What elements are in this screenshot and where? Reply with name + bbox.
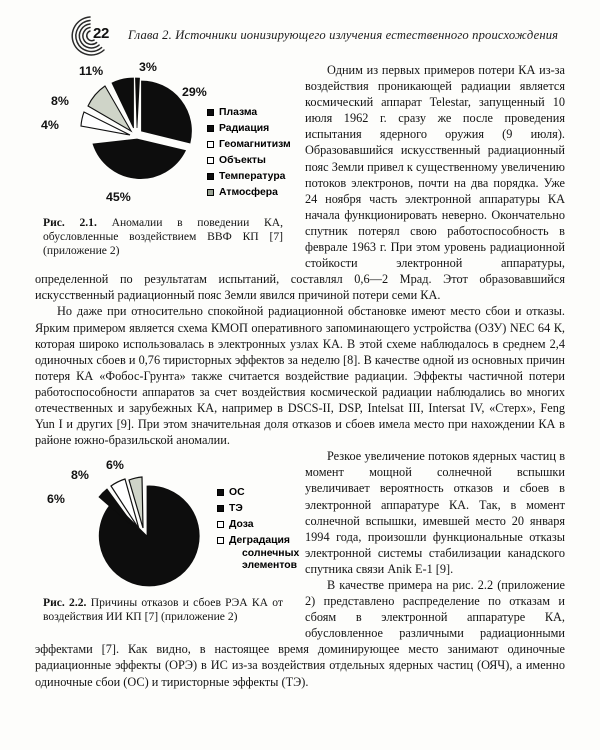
legend-label: Атмосфера	[219, 187, 278, 198]
legend-label-line2: солнечных	[242, 547, 300, 559]
pie1-label-45: 45%	[106, 190, 131, 204]
paragraph-1: Одним из первых примеров потери КА из-за воздействия проникающей радиации является космический аппарат Telestar, запущенный 10 июля 1962 г. сразу же после проведения испытания ядерного оружия (9 июля). Образовавшийся искусственный радиационный пояс Земли привел к существенному увеличению потоков электронов, почти на два порядка. Уже 24 ноября часть электронной аппаратуры КА начала функционировать неверно. Окончательно спутник потерял свою работоспособность в феврале 1963 г. При этом уровень радиационной стойкости электронной аппаратуры, определенной по результатам испытаний, составлял 0,6—2 Мрад. Этот образовавшийся искусственный радиационный пояс Земли явился причиной потери семи КА.	[35, 63, 565, 303]
pie1-label-3: 3%	[139, 60, 157, 74]
figure-2-2-caption-text: Причины отказов и сбоев РЭА КА от воздействия ИИ КП [7] (приложение 2)	[43, 596, 283, 624]
legend-label: Температура	[219, 171, 286, 182]
paragraph-3: Резкое увеличение потоков ядерных частиц в момент мощной солнечной вспышки увеличивает вероятность отказов и сбоев в электронной аппаратуре КА. Так, в момент солнечной вспышки, имевшей место 20 января 1994 года, произошли функциональные отказы электронной системы стабилизации канадского спутника связи Anik E-1 [9].	[305, 449, 565, 576]
running-head	[0, 16, 600, 60]
figure-2-2-caption	[43, 596, 283, 624]
legend-label: Объекты	[219, 155, 266, 166]
page-number: 22	[93, 25, 110, 42]
legend-label: ОС	[229, 487, 245, 499]
legend-swatch-icon	[207, 157, 214, 164]
legend-item	[207, 138, 291, 151]
legend-item	[207, 106, 291, 119]
legend-item	[207, 154, 291, 167]
figure-2-1-caption-label: Рис. 2.1.	[43, 216, 97, 229]
pie2-label-6b: 6%	[106, 458, 124, 473]
page-content	[35, 62, 565, 690]
legend-swatch-icon	[207, 109, 214, 116]
legend-swatch-icon	[207, 173, 214, 180]
legend-swatch-icon	[207, 125, 214, 132]
paragraph-4: В качестве примера на рис. 2.2 (приложение 2) представлено распределение по отказам и сбоям в электронной аппаратуре КА, обусловленное различными радиационными эффектами [7]. Как видно, в настоящее время доминирующее место занимают одиночные радиационные эффекты (ОРЭ) в ИС из-за воздействия отдельных ядерных частиц (ОЯЧ), а именно одиночные сбои (ОС) и тиристорные эффекты (ТЭ).	[35, 578, 565, 689]
paragraph-2: Но даже при относительно спокойной радиационной обстановке имеют место сбои и отказы. Ярким примером является схема КМОП оперативного запоминающего устройства (ОЗУ) NEC 64 К, которая широко использовалась в электронных узлах КА. В этой схеме наблюдалось в среднем 2,4 одиночных сбоев и 0,76 тиристорных эффектов за неделю [8]. В качестве одной из основных причин потеря КА «Фобос-Грунта» также считается воздействие радиации. Эффекты частичной потери работоспособности аппаратов за счет воздействия космической радиации наблюдались во многих отечественных и зарубежных КА, например в DSCS-II, DSP, Intelsat III, Intersat IV, «Стерх», Feng Yun I и других [9]. При этом значительная доля отказов и сбоев имела место при нахождении КА в районе южно-бразильской аномалии.	[35, 304, 565, 448]
pie2-legend	[217, 486, 299, 575]
pie1-slice-plazma	[142, 81, 192, 143]
legend-item	[207, 186, 291, 199]
legend-label: Доза	[229, 519, 254, 531]
figure-2-2	[35, 450, 300, 624]
legend-swatch-icon	[207, 189, 214, 196]
legend-label: ТЭ	[229, 503, 243, 515]
pie1-label-4: 4%	[41, 118, 59, 132]
legend-label: Радиация	[219, 123, 270, 134]
pie1-label-11: 11%	[79, 64, 104, 78]
legend-item	[217, 518, 299, 531]
figure-2-2-caption-label: Рис. 2.2.	[43, 596, 87, 610]
figure-2-1-caption-text: Аномалии в поведении КА, обусловленные воздействием ВВФ КП [7] (приложение 2)	[43, 216, 283, 258]
pie1-slice-geomagnetism	[136, 78, 140, 128]
legend-label: Деградация	[229, 535, 290, 547]
legend-item	[217, 502, 299, 515]
pie-chart-anomalies	[35, 62, 293, 210]
legend-item	[217, 534, 299, 573]
legend-label: Геомагнитизм	[219, 139, 291, 150]
pie2-slices	[75, 472, 211, 590]
pie1-label-29: 29%	[182, 85, 207, 99]
figure-2-1	[35, 62, 293, 259]
legend-swatch-icon	[217, 537, 224, 544]
legend-label-multiline	[229, 534, 299, 573]
legend-item	[207, 122, 291, 135]
legend-swatch-icon	[217, 505, 224, 512]
legend-item	[217, 486, 299, 499]
legend-swatch-icon	[207, 141, 214, 148]
pie1-legend	[207, 106, 291, 202]
legend-swatch-icon	[217, 489, 224, 496]
pie1-label-8: 8%	[51, 94, 69, 108]
legend-item	[207, 170, 291, 183]
pie-chart-failures	[35, 450, 300, 590]
pie2-label-8: 8%	[71, 468, 89, 483]
chapter-title: Глава 2. Источники ионизирующего излучения естественного происхождения	[128, 28, 559, 42]
pie1-slices	[75, 74, 203, 196]
legend-label: Плазма	[219, 107, 258, 118]
legend-swatch-icon	[217, 521, 224, 528]
pie2-label-6a: 6%	[47, 492, 65, 507]
legend-label-line3: элементов	[242, 560, 298, 572]
figure-2-1-caption	[43, 216, 283, 259]
pie1-slice-radiation	[93, 139, 186, 179]
